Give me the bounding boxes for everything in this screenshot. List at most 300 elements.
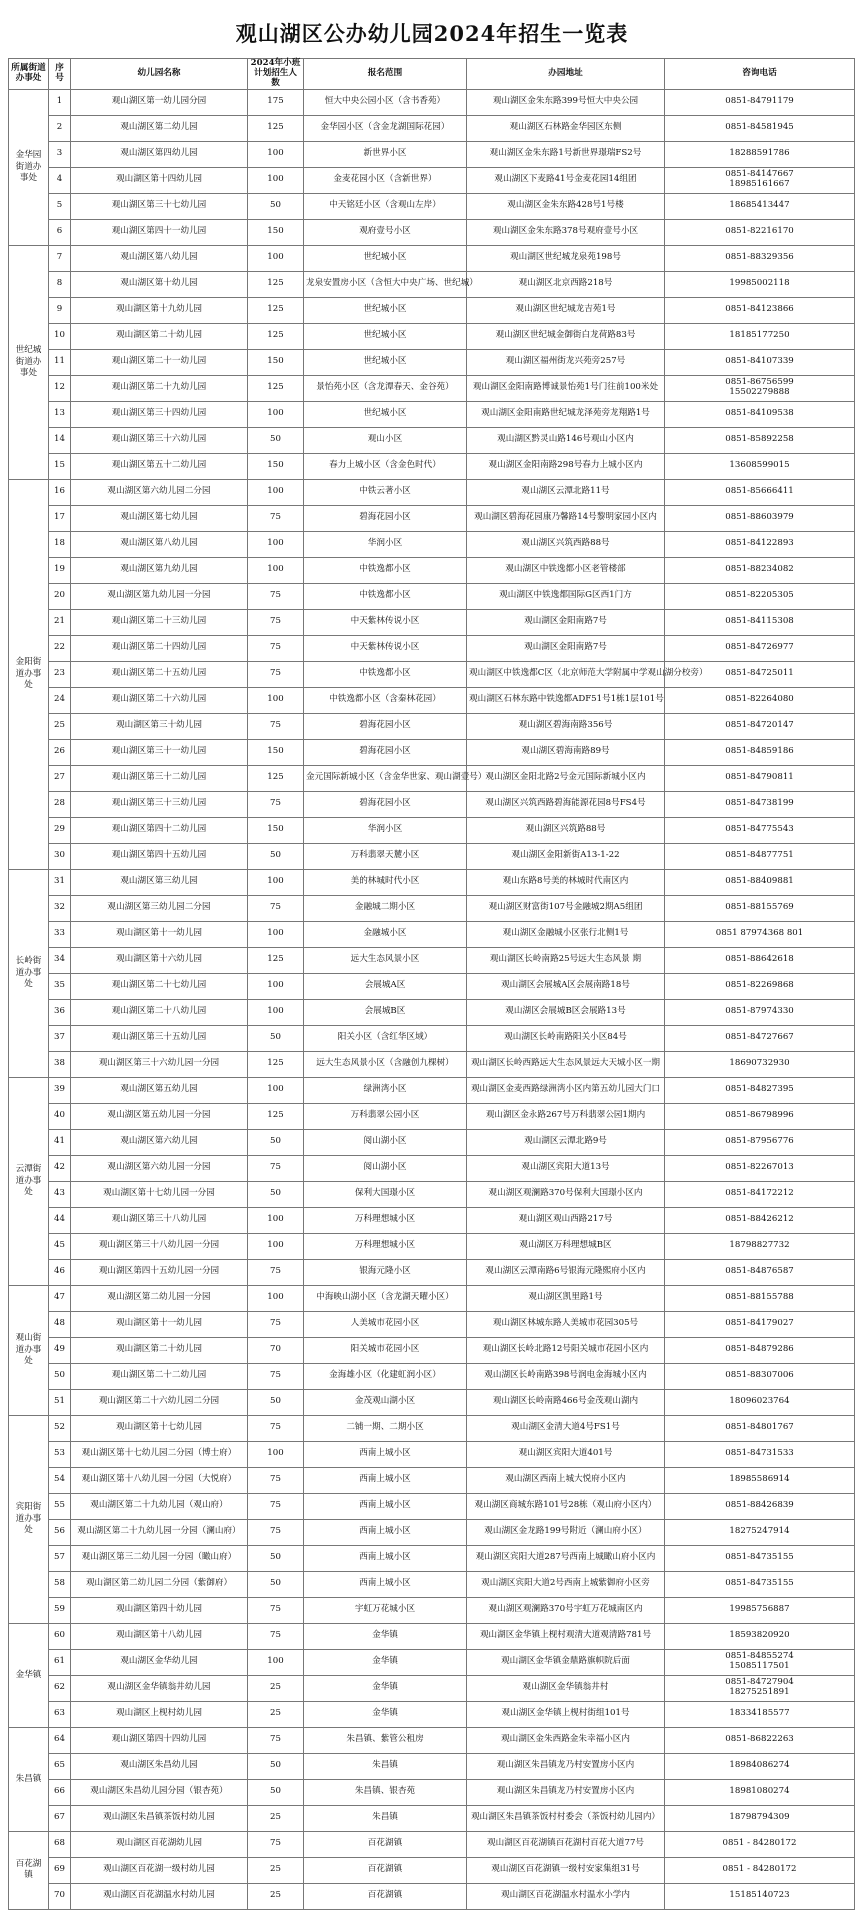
planned-enrollment-cell: 125 [248,1051,304,1077]
phone-cell: 0851-84791179 [665,89,855,115]
phone-cell: 0851-88426839 [665,1493,855,1519]
planned-enrollment-cell: 125 [248,297,304,323]
planned-enrollment-cell: 100 [248,531,304,557]
enrollment-scope-cell: 万科理想城小区 [304,1207,467,1233]
row-index-cell: 29 [49,817,71,843]
row-index-cell: 62 [49,1675,71,1701]
table-row [9,1077,855,1103]
row-index-cell: 28 [49,791,71,817]
kindergarten-name-cell: 观山湖区第十七幼儿园 [71,1415,248,1441]
planned-enrollment-cell: 75 [248,713,304,739]
phone-cell: 18798794309 [665,1805,855,1831]
table-row [9,375,855,401]
table-row [9,297,855,323]
phone-cell: 0851-82267013 [665,1155,855,1181]
planned-enrollment-cell: 75 [248,1467,304,1493]
address-cell: 观山湖区福州街龙兴苑旁257号 [467,349,665,375]
enrollment-scope-cell: 金融城小区 [304,921,467,947]
address-cell: 观山湖区兴筑西路碧海能源花园8号FS4号 [467,791,665,817]
address-cell: 观山湖区宾阳大道401号 [467,1441,665,1467]
phone-cell: 0851-88642618 [665,947,855,973]
phone-cell: 18985586914 [665,1467,855,1493]
kindergarten-name-cell: 观山湖区第十四幼儿园 [71,167,248,193]
phone-cell: 0851-85892258 [665,427,855,453]
address-cell: 观山湖区观山西路217号 [467,1207,665,1233]
address-cell: 观山湖区长岭南路398号润电金海城小区内 [467,1363,665,1389]
kindergarten-name-cell: 观山湖区第二十二幼儿园 [71,1363,248,1389]
row-index-cell: 69 [49,1857,71,1883]
planned-enrollment-cell: 50 [248,1025,304,1051]
address-cell: 观山湖区金华镇上枧村观清大道观清路781号 [467,1623,665,1649]
phone-cell: 0851-82205305 [665,583,855,609]
phone-cell: 0851-84115308 [665,609,855,635]
enrollment-scope-cell: 金华镇 [304,1675,467,1701]
header-address: 办园地址 [467,59,665,90]
table-row [9,1545,855,1571]
table-row [9,1441,855,1467]
phone-cell: 0851-84859186 [665,739,855,765]
phone-cell: 0851-88307006 [665,1363,855,1389]
planned-enrollment-cell: 75 [248,609,304,635]
planned-enrollment-cell: 100 [248,1285,304,1311]
kindergarten-name-cell: 观山湖区百花湖温水村幼儿园 [71,1883,248,1909]
enrollment-scope-cell: 百花湖镇 [304,1883,467,1909]
planned-enrollment-cell: 75 [248,1415,304,1441]
enrollment-scope-cell: 阳关城市花园小区 [304,1337,467,1363]
address-cell: 观山湖区黔灵山路146号观山小区内 [467,427,665,453]
phone-cell: 0851-84801767 [665,1415,855,1441]
row-index-cell: 67 [49,1805,71,1831]
phone-cell: 0851-84727667 [665,1025,855,1051]
kindergarten-name-cell: 观山湖区朱昌镇茶饭村幼儿园 [71,1805,248,1831]
table-row [9,1285,855,1311]
planned-enrollment-cell: 75 [248,1597,304,1623]
table-row [9,453,855,479]
kindergarten-name-cell: 观山湖区第五幼儿园 [71,1077,248,1103]
kindergarten-name-cell: 观山湖区第二十幼儿园 [71,323,248,349]
enrollment-scope-cell: 人美城市花园小区 [304,1311,467,1337]
table-row [9,1207,855,1233]
enrollment-scope-cell: 金融城二期小区 [304,895,467,921]
enrollment-scope-cell: 万科翡翠公园小区 [304,1103,467,1129]
planned-enrollment-cell: 75 [248,1259,304,1285]
planned-enrollment-cell: 125 [248,323,304,349]
enrollment-scope-cell: 远大生态风景小区 [304,947,467,973]
kindergarten-name-cell: 观山湖区第十一幼儿园 [71,921,248,947]
row-index-cell: 51 [49,1389,71,1415]
table-row [9,765,855,791]
enrollment-scope-cell: 新世界小区 [304,141,467,167]
enrollment-scope-cell: 西南上城小区 [304,1545,467,1571]
row-index-cell: 13 [49,401,71,427]
kindergarten-name-cell: 观山湖区第四十四幼儿园 [71,1727,248,1753]
planned-enrollment-cell: 100 [248,557,304,583]
address-cell: 观山湖区金朱西路金朱幸福小区内 [467,1727,665,1753]
street-office-cell: 百花湖镇 [9,1831,49,1909]
table-row [9,713,855,739]
address-cell: 观山湖区长岭北路12号阳关城市花园小区内 [467,1337,665,1363]
address-cell: 观山湖区金朱东路428号1号楼 [467,193,665,219]
planned-enrollment-cell: 150 [248,817,304,843]
kindergarten-name-cell: 观山湖区朱昌幼儿园分园（银杏苑） [71,1779,248,1805]
row-index-cell: 5 [49,193,71,219]
table-row [9,661,855,687]
street-office-cell: 世纪城街道办事处 [9,245,49,479]
table-row [9,1233,855,1259]
phone-cell: 18334185577 [665,1701,855,1727]
row-index-cell: 45 [49,1233,71,1259]
kindergarten-name-cell: 观山湖区第三十八幼儿园 [71,1207,248,1233]
enrollment-scope-cell: 绿洲湾小区 [304,1077,467,1103]
table-row [9,609,855,635]
kindergarten-name-cell: 观山湖区第二十九幼儿园 [71,375,248,401]
planned-enrollment-cell: 100 [248,245,304,271]
table-row [9,1389,855,1415]
kindergarten-name-cell: 观山湖区第四十五幼儿园一分园 [71,1259,248,1285]
row-index-cell: 38 [49,1051,71,1077]
header-enrollment-scope: 报名范围 [304,59,467,90]
phone-cell: 19985756887 [665,1597,855,1623]
phone-cell: 0851-84581945 [665,115,855,141]
enrollment-scope-cell: 中铁逸都小区 [304,661,467,687]
planned-enrollment-cell: 50 [248,843,304,869]
table-row [9,245,855,271]
address-cell: 观山湖区金华镇金鼎路旗帜院后面 [467,1649,665,1675]
street-office-cell: 长岭街道办事处 [9,869,49,1077]
kindergarten-name-cell: 观山湖区第二十八幼儿园 [71,999,248,1025]
address-cell: 观山湖区金朱东路1号新世界璟瑞FS2号 [467,141,665,167]
planned-enrollment-cell: 75 [248,1311,304,1337]
row-index-cell: 48 [49,1311,71,1337]
row-index-cell: 2 [49,115,71,141]
planned-enrollment-cell: 25 [248,1805,304,1831]
planned-enrollment-cell: 50 [248,1129,304,1155]
table-row [9,1675,855,1701]
table-row [9,1857,855,1883]
enrollment-scope-cell: 碧海花园小区 [304,505,467,531]
enrollment-scope-cell: 万科翡翠天麓小区 [304,843,467,869]
address-cell: 观山湖区长岭南路466号金茂观山湖内 [467,1389,665,1415]
table-row [9,1155,855,1181]
table-row [9,687,855,713]
phone-cell: 0851-82216170 [665,219,855,245]
planned-enrollment-cell: 100 [248,1207,304,1233]
table-row [9,1571,855,1597]
table-row [9,1415,855,1441]
row-index-cell: 17 [49,505,71,531]
kindergarten-name-cell: 观山湖区第三幼儿园 [71,869,248,895]
enrollment-scope-cell: 阳关小区（含红华区域） [304,1025,467,1051]
phone-cell: 0851-84147667 18985161667 [665,167,855,193]
phone-cell: 19985002118 [665,271,855,297]
table-row [9,947,855,973]
enrollment-scope-cell: 碧海花园小区 [304,739,467,765]
address-cell: 观山湖区金阳南路博诚景怡苑1号门往前100米处 [467,375,665,401]
planned-enrollment-cell: 50 [248,1753,304,1779]
table-row [9,557,855,583]
kindergarten-name-cell: 观山湖区第二十三幼儿园 [71,609,248,635]
planned-enrollment-cell: 100 [248,973,304,999]
table-row [9,531,855,557]
address-cell: 观山湖区金阳南路298号春力上城小区内 [467,453,665,479]
address-cell: 观山湖区百花湖镇一级村安家集组31号 [467,1857,665,1883]
header-phone: 咨询电话 [665,59,855,90]
planned-enrollment-cell: 125 [248,271,304,297]
kindergarten-name-cell: 观山湖区第十一幼儿园 [71,1311,248,1337]
address-cell: 观山湖区中铁逸都小区老管楼部 [467,557,665,583]
table-row [9,323,855,349]
kindergarten-name-cell: 观山湖区第三十七幼儿园 [71,193,248,219]
kindergarten-name-cell: 观山湖区第六幼儿园一分园 [71,1155,248,1181]
kindergarten-name-cell: 观山湖区第四十二幼儿园 [71,817,248,843]
phone-cell: 0851-84879286 [665,1337,855,1363]
phone-cell: 0851-84725011 [665,661,855,687]
phone-cell: 18185177250 [665,323,855,349]
row-index-cell: 55 [49,1493,71,1519]
kindergarten-name-cell: 观山湖区第三十二幼儿园 [71,765,248,791]
address-cell: 观山湖区云潭南路6号银海元隆熙府小区内 [467,1259,665,1285]
kindergarten-name-cell: 观山湖区第二十一幼儿园 [71,349,248,375]
address-cell: 观山湖区世纪城龙吉苑1号 [467,297,665,323]
row-index-cell: 8 [49,271,71,297]
planned-enrollment-cell: 125 [248,115,304,141]
table-row [9,1259,855,1285]
enrollment-scope-cell: 春力上城小区（含金色时代） [304,453,467,479]
enrollment-scope-cell: 朱昌镇、银杏苑 [304,1779,467,1805]
table-row [9,349,855,375]
address-cell: 观山湖区金华镇翁井村 [467,1675,665,1701]
kindergarten-name-cell: 观山湖区第三十三幼儿园 [71,791,248,817]
phone-cell: 0851-84179027 [665,1311,855,1337]
planned-enrollment-cell: 75 [248,1623,304,1649]
address-cell: 观山湖区石林路金华园区东侧 [467,115,665,141]
kindergarten-name-cell: 观山湖区第十幼儿园 [71,271,248,297]
row-index-cell: 47 [49,1285,71,1311]
table-row [9,479,855,505]
table-row [9,791,855,817]
kindergarten-name-cell: 观山湖区第三十幼儿园 [71,713,248,739]
address-cell: 观山湖区百花湖温水村温水小学内 [467,1883,665,1909]
row-index-cell: 37 [49,1025,71,1051]
phone-cell: 18593820920 [665,1623,855,1649]
kindergarten-name-cell: 观山湖区第九幼儿园一分园 [71,583,248,609]
street-office-cell: 朱昌镇 [9,1727,49,1831]
enrollment-scope-cell: 景怡苑小区（含龙潭春天、金谷苑） [304,375,467,401]
kindergarten-name-cell: 观山湖区第九幼儿园 [71,557,248,583]
kindergarten-name-cell: 观山湖区第四幼儿园 [71,141,248,167]
phone-cell: 0851-87974330 [665,999,855,1025]
enrollment-scope-cell: 中铁逸都小区（含秦林花园） [304,687,467,713]
phone-cell: 0851-84109538 [665,401,855,427]
phone-cell: 0851-86756599 15502279888 [665,375,855,401]
row-index-cell: 46 [49,1259,71,1285]
address-cell: 观山湖区中铁逸都C区（北京师范大学附属中学观山湖分校旁） [467,661,665,687]
address-cell: 观山湖区西南上城大悦府小区内 [467,1467,665,1493]
row-index-cell: 3 [49,141,71,167]
street-office-cell: 金华镇 [9,1623,49,1727]
table-row [9,1649,855,1675]
address-cell: 观山湖区林城东路人美城市花园305号 [467,1311,665,1337]
phone-cell: 0851-84855274 15085117501 [665,1649,855,1675]
address-cell: 观山湖区财富街107号金融城2期A5组团 [467,895,665,921]
phone-cell: 0851-88603979 [665,505,855,531]
row-index-cell: 49 [49,1337,71,1363]
address-cell: 观山湖区万科理想城B区 [467,1233,665,1259]
phone-cell: 0851-84727904 18275251891 [665,1675,855,1701]
planned-enrollment-cell: 75 [248,505,304,531]
planned-enrollment-cell: 100 [248,167,304,193]
table-row [9,141,855,167]
address-cell: 观山湖区碧海南路89号 [467,739,665,765]
table-row [9,427,855,453]
planned-enrollment-cell: 75 [248,895,304,921]
table-row [9,1883,855,1909]
row-index-cell: 54 [49,1467,71,1493]
address-cell: 观山东路8号美的林城时代南区内 [467,869,665,895]
enrollment-scope-cell: 阅山湖小区 [304,1155,467,1181]
planned-enrollment-cell: 125 [248,947,304,973]
address-cell: 观山湖区长岭西路远大生态风景远大天城小区一期 [467,1051,665,1077]
enrollment-scope-cell: 阅山湖小区 [304,1129,467,1155]
street-office-cell: 宾阳街道办事处 [9,1415,49,1623]
table-row [9,89,855,115]
address-cell: 观山湖区金阳南路世纪城龙泽苑旁龙翔路1号 [467,401,665,427]
enrollment-scope-cell: 金华镇 [304,1701,467,1727]
enrollment-scope-cell: 观府壹号小区 [304,219,467,245]
table-row [9,1311,855,1337]
phone-cell: 0851-84827395 [665,1077,855,1103]
phone-cell: 0851-84731533 [665,1441,855,1467]
planned-enrollment-cell: 100 [248,869,304,895]
kindergarten-name-cell: 观山湖区第四十一幼儿园 [71,219,248,245]
enrollment-scope-cell: 世纪城小区 [304,323,467,349]
phone-cell: 18096023764 [665,1389,855,1415]
kindergarten-name-cell: 观山湖区第十七幼儿园二分园（博士府） [71,1441,248,1467]
planned-enrollment-cell: 70 [248,1337,304,1363]
row-index-cell: 30 [49,843,71,869]
kindergarten-name-cell: 观山湖区百花湖一级村幼儿园 [71,1857,248,1883]
enrollment-scope-cell: 朱昌镇 [304,1805,467,1831]
enrollment-scope-cell: 朱昌镇、紫管公租房 [304,1727,467,1753]
kindergarten-name-cell: 观山湖区第十七幼儿园一分园 [71,1181,248,1207]
table-row [9,635,855,661]
address-cell: 观山湖区金阳南路7号 [467,609,665,635]
row-index-cell: 59 [49,1597,71,1623]
enrollment-scope-cell: 保利大国璟小区 [304,1181,467,1207]
phone-cell: 18685413447 [665,193,855,219]
kindergarten-name-cell: 观山湖区第三十五幼儿园 [71,1025,248,1051]
address-cell: 观山湖区金龙路199号附近（澜山府小区） [467,1519,665,1545]
planned-enrollment-cell: 25 [248,1701,304,1727]
enrollment-scope-cell: 朱昌镇 [304,1753,467,1779]
table-row [9,1051,855,1077]
enrollment-scope-cell: 金茂观山湖小区 [304,1389,467,1415]
row-index-cell: 19 [49,557,71,583]
table-row [9,1181,855,1207]
address-cell: 观山湖区长岭南路25号远大生态风景 期 [467,947,665,973]
row-index-cell: 23 [49,661,71,687]
header-index: 序号 [49,59,71,90]
row-index-cell: 66 [49,1779,71,1805]
planned-enrollment-cell: 75 [248,1363,304,1389]
kindergarten-name-cell: 观山湖区第十九幼儿园 [71,297,248,323]
table-row [9,1753,855,1779]
page-title: 观山湖区公办幼儿园2024年招生一览表 [235,21,629,46]
phone-cell: 0851-88409881 [665,869,855,895]
enrollment-scope-cell: 世纪城小区 [304,401,467,427]
enrollment-scope-cell: 宇虹万花城小区 [304,1597,467,1623]
table-row [9,1805,855,1831]
row-index-cell: 39 [49,1077,71,1103]
phone-cell: 0851 87974368 801 [665,921,855,947]
enrollment-scope-cell: 会展城B区 [304,999,467,1025]
phone-cell: 0851-88329356 [665,245,855,271]
table-row [9,193,855,219]
kindergarten-name-cell: 观山湖区第三十四幼儿园 [71,401,248,427]
phone-cell: 0851-82269868 [665,973,855,999]
table-row [9,1519,855,1545]
kindergarten-name-cell: 观山湖区第二十六幼儿园二分园 [71,1389,248,1415]
table-row [9,219,855,245]
enrollment-scope-cell: 中铁云著小区 [304,479,467,505]
kindergarten-name-cell: 观山湖区金华幼儿园 [71,1649,248,1675]
phone-cell: 15185140723 [665,1883,855,1909]
kindergarten-name-cell: 观山湖区第七幼儿园 [71,505,248,531]
phone-cell: 18798827732 [665,1233,855,1259]
enrollment-scope-cell: 西南上城小区 [304,1571,467,1597]
enrollment-scope-cell: 碧海花园小区 [304,713,467,739]
kindergarten-name-cell: 观山湖区第三幼儿园二分园 [71,895,248,921]
planned-enrollment-cell: 75 [248,661,304,687]
planned-enrollment-cell: 125 [248,375,304,401]
phone-cell: 0851-85666411 [665,479,855,505]
header-planned-enrollment: 2024年小班计划招生人数 [248,59,304,90]
row-index-cell: 43 [49,1181,71,1207]
table-row [9,869,855,895]
phone-cell: 18690732930 [665,1051,855,1077]
address-cell: 观山湖区石林东路中铁逸都ADF51号1栋1层101号 [467,687,665,713]
planned-enrollment-cell: 75 [248,583,304,609]
planned-enrollment-cell: 150 [248,349,304,375]
phone-cell: 0851-84107339 [665,349,855,375]
table-row [9,1831,855,1857]
row-index-cell: 4 [49,167,71,193]
enrollment-scope-cell: 西南上城小区 [304,1441,467,1467]
address-cell: 观山湖区观澜路370号保利大国璟小区内 [467,1181,665,1207]
planned-enrollment-cell: 150 [248,453,304,479]
row-index-cell: 14 [49,427,71,453]
table-row [9,999,855,1025]
enrollment-table [8,58,855,1910]
table-row [9,1363,855,1389]
enrollment-scope-cell: 中铁逸都小区 [304,557,467,583]
table-row [9,1701,855,1727]
enrollment-scope-cell: 中天铭廷小区（含观山左岸） [304,193,467,219]
row-index-cell: 36 [49,999,71,1025]
address-cell: 观山湖区宾阳大道13号 [467,1155,665,1181]
table-row [9,115,855,141]
planned-enrollment-cell: 75 [248,635,304,661]
row-index-cell: 53 [49,1441,71,1467]
row-index-cell: 11 [49,349,71,375]
planned-enrollment-cell: 25 [248,1883,304,1909]
planned-enrollment-cell: 100 [248,401,304,427]
phone-cell: 0851-82264080 [665,687,855,713]
address-cell: 观山湖区金阳新街A13-1-22 [467,843,665,869]
planned-enrollment-cell: 75 [248,1727,304,1753]
row-index-cell: 25 [49,713,71,739]
address-cell: 观山湖区长岭南路阳关小区84号 [467,1025,665,1051]
